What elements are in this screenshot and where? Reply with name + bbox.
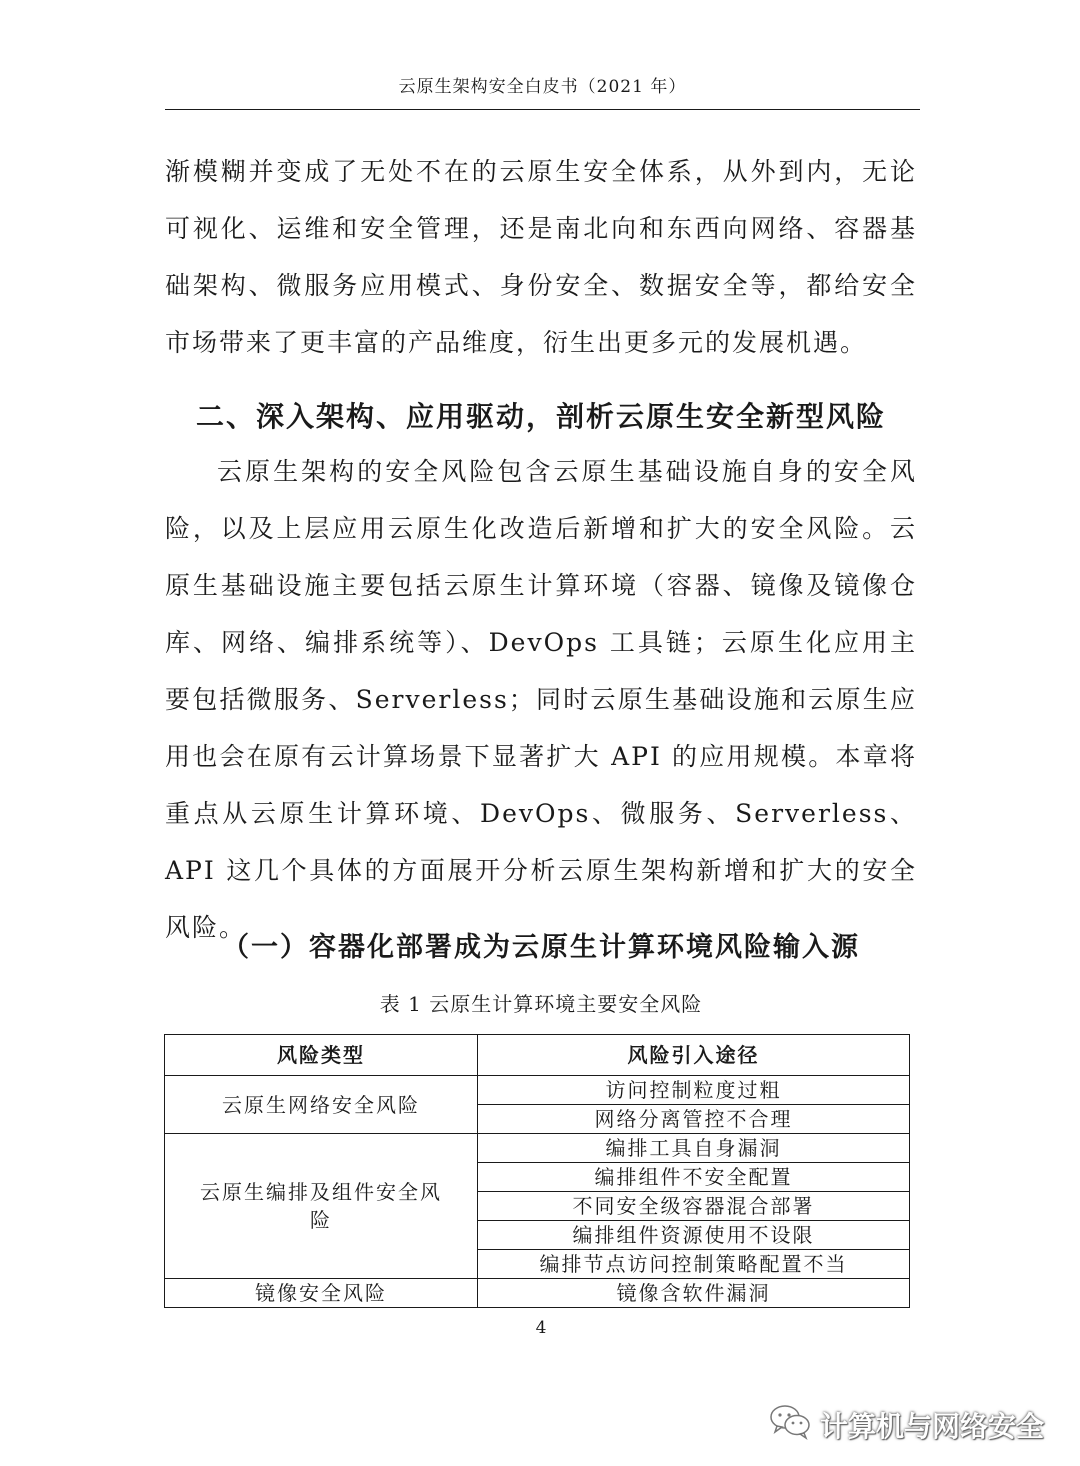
body-paragraph-2: 云原生架构的安全风险包含云原生基础设施自身的安全风险，以及上层应用云原生化改造后新增和扩大的安全风险。云原生基础设施主要包括云原生计算环境（容器、镜像及镜像仓库、网络、编排系统等）、DevOps 工具链；云原生化应用主要包括微服务、Serverless；同时云原生基础设施和云原生应用也会在原有云计算场景下显著扩大 API 的应用规模。本章将重点从云原生计算环境、DevOps、微服务、Serverless、API 这几个具体的方面展开分析云原生架构新增和扩大的安全风险。 — [165, 457, 917, 942]
risk-category-cell: 云原生网络安全风险 — [165, 1076, 478, 1134]
page-header: 云原生架构安全白皮书（2021 年） — [398, 77, 687, 97]
risk-source-cell: 编排组件不安全配置 — [478, 1163, 910, 1192]
table-row — [165, 1279, 910, 1308]
risk-source-cell: 网络分离管控不合理 — [478, 1105, 910, 1134]
table-row — [165, 1134, 910, 1163]
risk-source-cell: 访问控制粒度过粗 — [478, 1076, 910, 1105]
body-paragraph-1: 渐模糊并变成了无处不在的云原生安全体系，从外到内，无论可视化、运维和安全管理，还是南北向和东西向网络、容器基础架构、微服务应用模式、身份安全、数据安全等，都给安全市场带来了更丰富的产品维度，衍生出更多元的发展机遇。 — [165, 157, 917, 357]
wechat-icon — [768, 1402, 812, 1447]
column-header-risk-type: 风险类型 — [165, 1035, 478, 1076]
risk-table — [164, 1034, 910, 1308]
risk-source-cell: 不同安全级容器混合部署 — [478, 1192, 910, 1221]
section-heading-2: 二、深入架构、应用驱动，剖析云原生安全新型风险 — [195, 400, 886, 433]
column-header-risk-source: 风险引入途径 — [478, 1035, 910, 1076]
risk-source-cell: 编排组件资源使用不设限 — [478, 1221, 910, 1250]
watermark-text: 计算机与网络安全 — [819, 1409, 1044, 1443]
header-divider — [165, 109, 920, 110]
watermark — [768, 1402, 1044, 1447]
risk-category-cell: 云原生编排及组件安全风险 — [165, 1134, 478, 1279]
risk-source-cell: 镜像含软件漏洞 — [478, 1279, 910, 1308]
subsection-heading-1: （一）容器化部署成为云原生计算环境风险输入源 — [222, 932, 860, 963]
page-number: 4 — [535, 1318, 547, 1338]
table-row — [165, 1076, 910, 1105]
risk-source-cell: 编排节点访问控制策略配置不当 — [478, 1250, 910, 1279]
table-caption: 表 1 云原生计算环境主要安全风险 — [379, 992, 703, 1016]
risk-source-cell: 编排工具自身漏洞 — [478, 1134, 910, 1163]
risk-category-cell: 镜像安全风险 — [165, 1279, 478, 1308]
table-header-row — [165, 1035, 910, 1076]
